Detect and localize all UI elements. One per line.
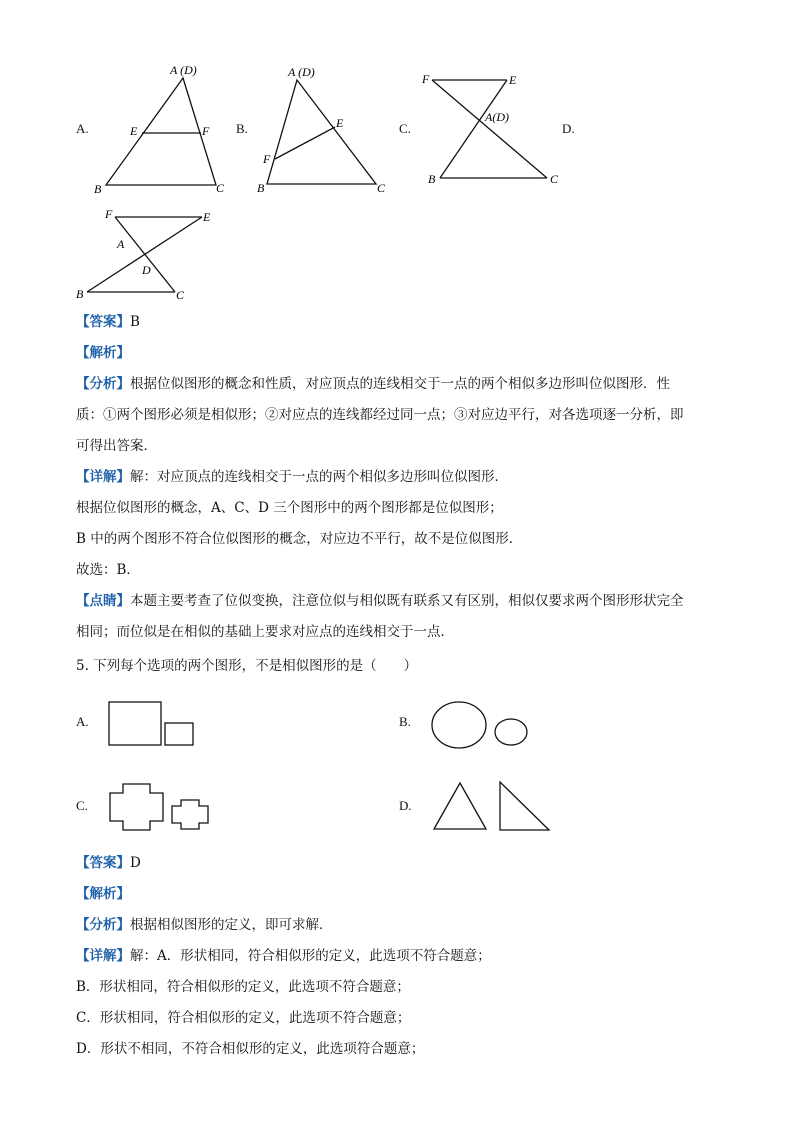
q5-figure-d-triangles bbox=[430, 778, 555, 836]
q4-detail-line-4: 故选：B． bbox=[76, 562, 140, 578]
q4-detail-line-3: B 中的两个图形不符合位似图形的概念，对应边不平行，故不是位似图形． bbox=[76, 531, 523, 547]
point-text: 本题主要考查了位似变换，注意位似与相似既有联系又有区别，相似仅要求两个图形形状完全 bbox=[130, 593, 684, 609]
fenxi-text: 根据相似图形的定义，即可求解． bbox=[130, 917, 333, 933]
q5-analysis-line bbox=[76, 884, 130, 904]
answer-tag: 【答案】 bbox=[76, 314, 130, 330]
figure-b-label-c: C bbox=[377, 181, 386, 195]
q5-detail-line-3: C．形状相同，符合相似形的定义，此选项不符合题意； bbox=[76, 1010, 411, 1026]
figure-a-label-e: E bbox=[130, 124, 138, 138]
q4-analysis-line bbox=[76, 343, 130, 363]
q4-point-line-2: 相同；而位似是在相似的基础上要求对应点的连线相交于一点． bbox=[76, 624, 454, 640]
detail-text: 解：A．形状相同，符合相似形的定义，此选项不符合题意； bbox=[130, 948, 491, 964]
figure-b-label-b: B bbox=[257, 181, 265, 195]
q5-option-c-label: C. bbox=[76, 798, 88, 813]
q4-answer-line bbox=[76, 312, 140, 332]
figure-a-label-b: B bbox=[94, 182, 102, 196]
q5-fenxi-line-1 bbox=[76, 915, 333, 935]
q5-detail-line-2: B．形状相同，符合相似形的定义，此选项不符合题意； bbox=[76, 979, 410, 995]
q5-option-a-label: A. bbox=[76, 714, 89, 729]
figure-b-triangle-abc bbox=[267, 80, 376, 184]
figure-a-label-f: F bbox=[202, 124, 210, 138]
figure-a bbox=[90, 60, 240, 200]
figure-d-label-a: A bbox=[117, 237, 125, 251]
figure-a-label-a: A (D) bbox=[170, 63, 197, 77]
answer-tag: 【答案】 bbox=[76, 855, 130, 871]
q4-fenxi-line-3: 可得出答案． bbox=[76, 438, 157, 454]
figure-d-label-f: F bbox=[105, 207, 113, 221]
q4-point-line-1 bbox=[76, 591, 684, 611]
option-b-label: B. bbox=[236, 121, 248, 136]
q5-figure-a-rectangles bbox=[105, 698, 200, 750]
q4-detail-line-2: 根据位似图形的概念，A、C、D 三个图形中的两个图形都是位似图形； bbox=[76, 500, 503, 516]
figure-b-segment-fe bbox=[275, 127, 335, 159]
option-a-label: A. bbox=[76, 121, 89, 136]
point-tag: 【点睛】 bbox=[76, 593, 130, 609]
figure-b-label-f: F bbox=[263, 152, 271, 166]
detail-tag: 【详解】 bbox=[76, 948, 130, 964]
figure-d-label-c: C bbox=[176, 288, 185, 302]
option-d-label: D. bbox=[562, 121, 575, 136]
figure-b bbox=[255, 60, 405, 200]
figure-c-label-ad: A(D) bbox=[485, 110, 509, 124]
analysis-tag: 【解析】 bbox=[76, 886, 130, 902]
figure-c-segment-fc bbox=[432, 80, 547, 178]
figure-c-label-c: C bbox=[550, 172, 559, 186]
answer-value: B bbox=[130, 314, 140, 330]
figure-d-segment-eb bbox=[87, 217, 202, 292]
q5-figure-b-ellipses bbox=[428, 698, 533, 754]
figure-a-triangle-abc bbox=[106, 78, 216, 185]
option-c-label: C. bbox=[399, 121, 411, 136]
figure-d bbox=[72, 203, 222, 308]
figure-c-label-b: B bbox=[428, 172, 436, 186]
fenxi-tag: 【分析】 bbox=[76, 376, 130, 392]
answer-value: D bbox=[130, 855, 141, 871]
analysis-tag: 【解析】 bbox=[76, 345, 130, 361]
figure-d-label-d: D bbox=[142, 263, 151, 277]
figure-c-label-e: E bbox=[509, 73, 517, 87]
q4-detail-line-1 bbox=[76, 467, 508, 487]
q4-fenxi-line-1 bbox=[76, 374, 670, 394]
fenxi-text: 根据位似图形的概念和性质，对应顶点的连线相交于一点的两个相似多边形叫位似图形．性 bbox=[130, 376, 670, 392]
figure-d-label-e: E bbox=[203, 210, 211, 224]
q5-option-b-label: B. bbox=[399, 714, 411, 729]
q5-question: 5. 下列每个选项的两个图形，不是相似图形的是（ ） bbox=[76, 658, 418, 674]
q4-fenxi-line-2: 质：①两个图形必须是相似形；②对应点的连线都经过同一点；③对应边平行，对各选项逐一分析，即 bbox=[76, 407, 684, 423]
q5-figure-c-crosses bbox=[106, 780, 216, 840]
q5-answer-line bbox=[76, 853, 141, 873]
figure-c bbox=[415, 60, 580, 200]
fenxi-tag: 【分析】 bbox=[76, 917, 130, 933]
figure-b-label-e: E bbox=[336, 116, 344, 130]
figure-d-label-b: B bbox=[76, 287, 84, 301]
figure-b-label-a: A (D) bbox=[288, 65, 315, 79]
q5-detail-line-4: D．形状不相同，不符合相似形的定义，此选项符合题意； bbox=[76, 1041, 425, 1057]
detail-tag: 【详解】 bbox=[76, 469, 130, 485]
q5-detail-line-1 bbox=[76, 946, 491, 966]
figure-c-label-f: F bbox=[422, 72, 430, 86]
q5-option-d-label: D. bbox=[399, 798, 412, 813]
figure-a-label-c: C bbox=[216, 181, 225, 195]
detail-text: 解：对应顶点的连线相交于一点的两个相似多边形叫位似图形． bbox=[130, 469, 508, 485]
